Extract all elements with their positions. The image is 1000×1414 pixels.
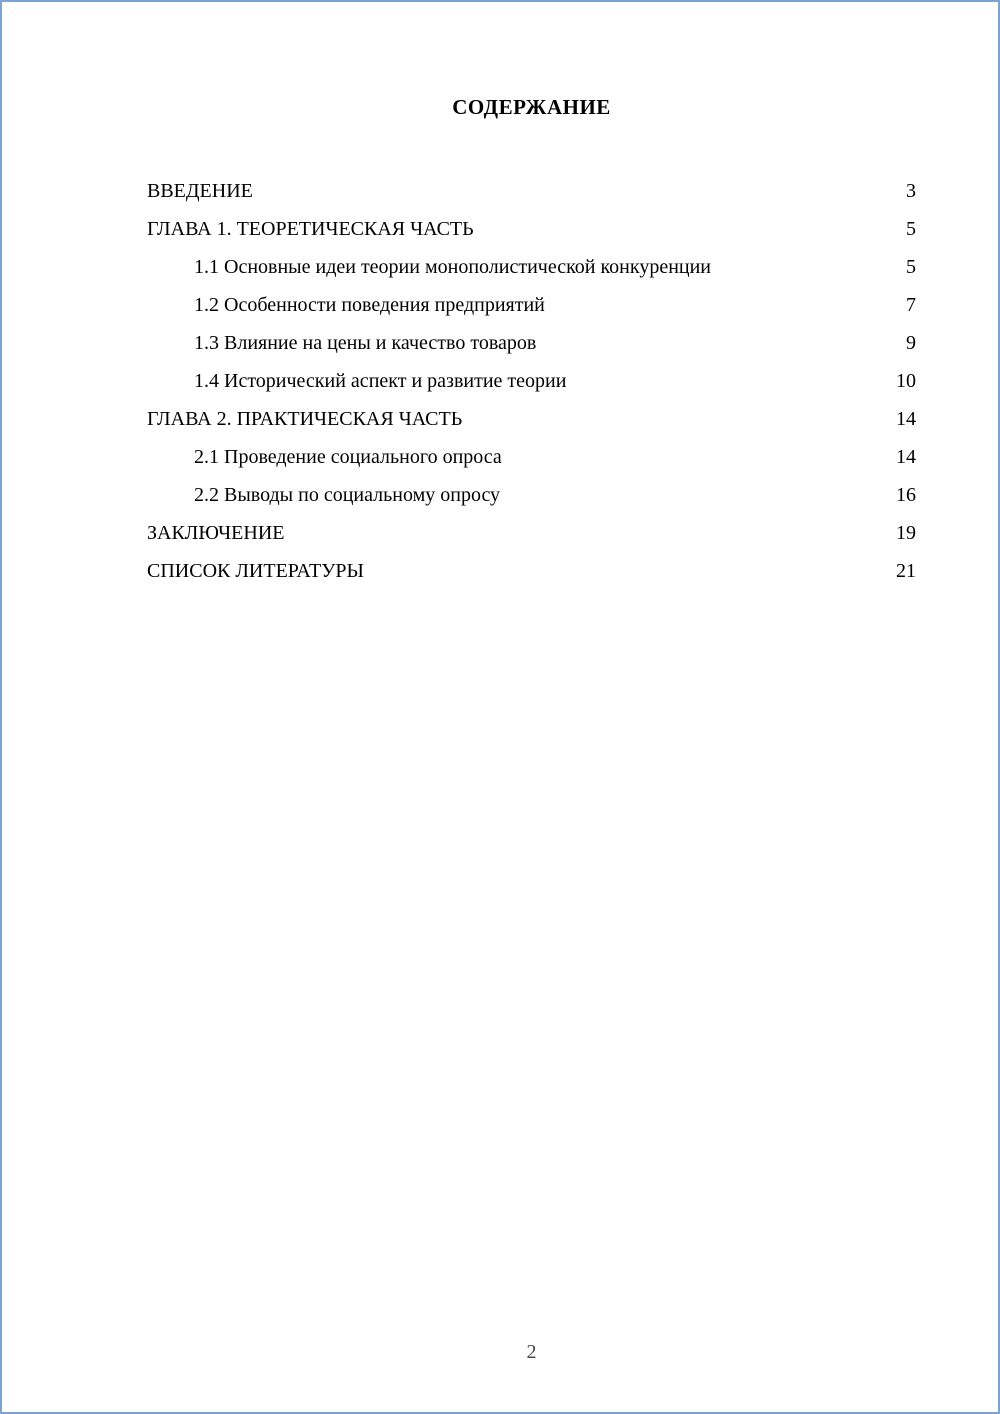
toc-entry [147, 178, 916, 205]
toc-entry-page: 14 [896, 408, 916, 430]
toc-entry-label: 1.2 Особенности поведения предприятий [194, 294, 545, 316]
toc-entry-page: 7 [906, 294, 916, 316]
toc-entry-page: 3 [906, 180, 916, 202]
toc-entry [147, 406, 916, 433]
toc-entry-label: СПИСОК ЛИТЕРАТУРЫ [147, 560, 364, 582]
toc-entry-label: ГЛАВА 1. ТЕОРЕТИЧЕСКАЯ ЧАСТЬ [147, 218, 474, 240]
toc-entry-page: 14 [896, 446, 916, 468]
table-of-contents [147, 178, 916, 585]
toc-entry [147, 558, 916, 585]
toc-entry [147, 368, 916, 395]
toc-entry-page: 10 [896, 370, 916, 392]
toc-entry-label: 2.1 Проведение социального опроса [194, 446, 502, 468]
toc-entry-label: 1.3 Влияние на цены и качество товаров [194, 332, 537, 354]
toc-entry-label: 2.2 Выводы по социальному опросу [194, 484, 501, 506]
toc-entry-page: 16 [896, 484, 916, 506]
toc-entry-label: 1.4 Исторический аспект и развитие теории [194, 370, 567, 392]
toc-entry-page: 9 [906, 332, 916, 354]
toc-entry [147, 520, 916, 547]
toc-entry-label: 1.1 Основные идеи теории монополистической конкуренции [194, 256, 712, 278]
toc-entry [147, 444, 916, 471]
footer-page-number: 2 [526, 1341, 537, 1363]
toc-entry-page: 19 [896, 522, 916, 544]
toc-entry-label: ВВЕДЕНИЕ [147, 180, 253, 202]
toc-entry-page: 5 [906, 218, 916, 240]
toc-entry-page: 21 [896, 560, 916, 582]
toc-entry [147, 216, 916, 243]
toc-entry-page: 5 [906, 256, 916, 278]
toc-entry-label: ГЛАВА 2. ПРАКТИЧЕСКАЯ ЧАСТЬ [147, 408, 463, 430]
toc-entry [147, 330, 916, 357]
page-title: СОДЕРЖАНИЕ [452, 95, 611, 119]
toc-entry [147, 292, 916, 319]
toc-entry [147, 482, 916, 509]
toc-entry-label: ЗАКЛЮЧЕНИЕ [147, 522, 285, 544]
toc-entry [147, 254, 916, 281]
